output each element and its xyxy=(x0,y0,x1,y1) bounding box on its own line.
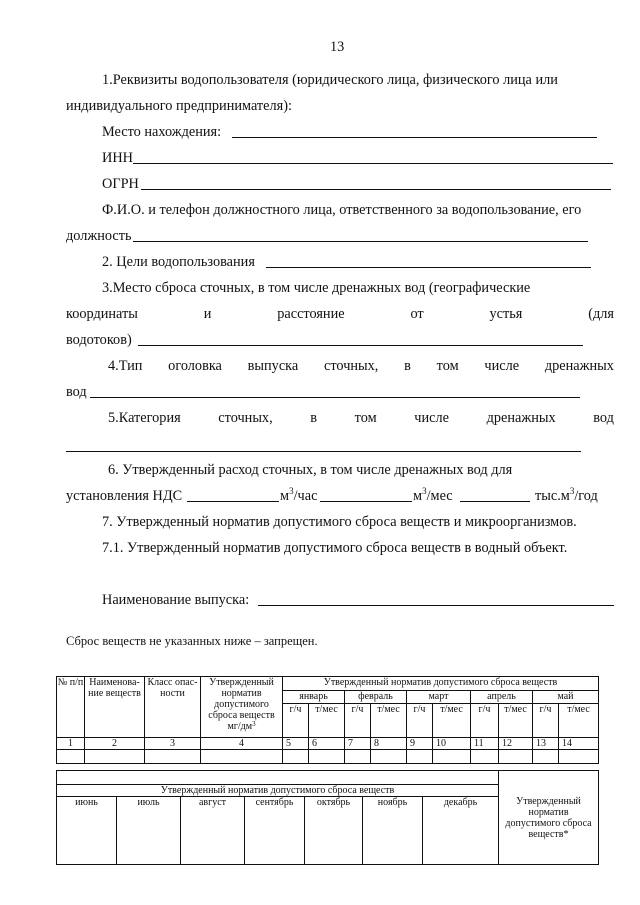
month-header: ноябрь xyxy=(363,797,423,865)
header-hazard-class: Класс опас- ности xyxy=(145,677,201,738)
table-cell[interactable] xyxy=(533,750,559,764)
sub-header-tmes: т/мес xyxy=(559,704,599,738)
month-header: июль xyxy=(117,797,181,865)
word: 4.Тип xyxy=(108,358,143,374)
position-field[interactable] xyxy=(133,241,588,242)
table-cell[interactable] xyxy=(345,750,371,764)
sub-header-gh: г/ч xyxy=(345,704,371,738)
table-cell[interactable] xyxy=(309,750,345,764)
discharge-norms-table-jan-may xyxy=(56,676,599,764)
column-number: 11 xyxy=(471,738,499,750)
unit-sup: 3 xyxy=(422,486,427,496)
unit-sup: 3 xyxy=(289,486,294,496)
header-approved-norm-total: Утвержденный норматив допустимого сброса веществ* xyxy=(499,771,599,865)
section3-line1: 3.Место сброса сточных, в том числе дренажных вод (географические xyxy=(102,280,531,296)
inn-field[interactable] xyxy=(133,163,613,164)
inn-label: ИНН xyxy=(102,150,133,166)
discharge-place-field[interactable] xyxy=(138,345,583,346)
category-field[interactable] xyxy=(66,451,581,452)
word: сточных, xyxy=(218,410,273,426)
outlet-name-field[interactable] xyxy=(258,605,614,606)
column-number: 7 xyxy=(345,738,371,750)
sub-header-tmes: т/мес xyxy=(371,704,407,738)
header-substance-name: Наименова- ние веществ xyxy=(85,677,145,738)
word: дренажных xyxy=(544,358,614,374)
unit-text: м xyxy=(280,488,290,504)
word: сточных, xyxy=(324,358,379,374)
month-header: август xyxy=(181,797,245,865)
word: устья xyxy=(489,306,523,322)
column-number: 13 xyxy=(533,738,559,750)
column-number: 2 xyxy=(85,738,145,750)
contact-line1: Ф.И.О. и телефон должностного лица, ответственного за водопользование, его xyxy=(102,202,582,218)
word: расстояние xyxy=(277,306,345,322)
sub-header-gh: г/ч xyxy=(471,704,499,738)
header-no: № п/п xyxy=(57,677,85,738)
water-use-purpose-label: 2. Цели водопользования xyxy=(102,254,255,270)
yearly-rate-field[interactable] xyxy=(460,501,530,502)
word: том xyxy=(354,410,377,426)
table-cell[interactable] xyxy=(201,750,283,764)
word: и xyxy=(203,306,212,322)
column-number: 3 xyxy=(145,738,201,750)
location-field[interactable] xyxy=(232,137,597,138)
section71-label: 7.1. Утвержденный норматив допустимого сброса веществ в водный объект. xyxy=(102,540,568,556)
table-cell[interactable] xyxy=(471,750,499,764)
sub-header-tmes: т/мес xyxy=(433,704,471,738)
section6-line1: 6. Утвержденный расход сточных, в том числе дренажных вод для xyxy=(108,462,513,478)
column-number: 5 xyxy=(283,738,309,750)
table-cell[interactable] xyxy=(85,750,145,764)
location-label: Место нахождения: xyxy=(102,124,222,140)
word: вод xyxy=(593,410,614,426)
month-header: май xyxy=(533,691,599,704)
unit-thous-m3-year xyxy=(535,487,598,506)
section4-line2: вод xyxy=(66,384,87,400)
unit-text: м xyxy=(413,488,423,504)
header-approved-norm xyxy=(201,677,283,738)
table-cell[interactable] xyxy=(407,750,433,764)
table-cell[interactable] xyxy=(433,750,471,764)
column-number: 6 xyxy=(309,738,345,750)
month-header: июнь xyxy=(57,797,117,865)
unit-text: /год xyxy=(574,488,598,504)
section3-line3: водотоков) xyxy=(66,332,132,348)
word: дренажных xyxy=(486,410,556,426)
month-header: декабрь xyxy=(423,797,499,865)
month-header: октябрь xyxy=(305,797,363,865)
unit-sup: 3 xyxy=(569,486,575,496)
table2-top-empty xyxy=(57,771,499,785)
page-number: 13 xyxy=(330,39,345,55)
month-header: январь xyxy=(283,691,345,704)
unit-text: тыс.м xyxy=(535,488,570,504)
section1-line1: 1.Реквизиты водопользователя (юридического лица, физического лица или xyxy=(102,72,558,88)
column-number: 8 xyxy=(371,738,407,750)
sub-header-gh: г/ч xyxy=(533,704,559,738)
column-number: 9 xyxy=(407,738,433,750)
header-text: Утвержденный норматив допустимого сброса веществ мг/дм xyxy=(208,677,275,732)
sub-header-tmes: т/мес xyxy=(499,704,533,738)
column-number: 1 xyxy=(57,738,85,750)
word: от xyxy=(410,306,424,322)
section6-line2-prefix: установления НДС xyxy=(66,488,183,504)
section3-line2 xyxy=(66,305,614,323)
column-number: 12 xyxy=(499,738,533,750)
word: координаты xyxy=(66,306,138,322)
section4-line1 xyxy=(108,357,614,375)
table2-group-header: Утвержденный норматив допустимого сброса веществ xyxy=(57,785,499,797)
water-use-purpose-field[interactable] xyxy=(266,267,591,268)
hourly-rate-field[interactable] xyxy=(187,501,279,502)
sub-header-tmes: т/мес xyxy=(309,704,345,738)
unit-m3-hour xyxy=(280,487,317,506)
unit-text: /мес xyxy=(426,488,453,504)
column-number: 14 xyxy=(559,738,599,750)
table-cell[interactable] xyxy=(559,750,599,764)
unit-text: /час xyxy=(293,488,318,504)
table-cell[interactable] xyxy=(371,750,407,764)
word: (для xyxy=(588,306,614,322)
header-sup: 3 xyxy=(252,720,256,728)
word: числе xyxy=(484,358,520,374)
sub-header-gh: г/ч xyxy=(407,704,433,738)
table-cell[interactable] xyxy=(57,750,85,764)
ogrn-label: ОГРН xyxy=(102,176,139,192)
section5-line1 xyxy=(108,409,614,427)
word: числе xyxy=(414,410,449,426)
outlet-type-field[interactable] xyxy=(90,397,580,398)
monthly-rate-field[interactable] xyxy=(320,501,412,502)
column-number: 10 xyxy=(433,738,471,750)
month-header: апрель xyxy=(471,691,533,704)
contact-line2: должность xyxy=(66,228,132,244)
table-cell[interactable] xyxy=(283,750,309,764)
word: 5.Категория xyxy=(108,410,181,426)
word: выпуска xyxy=(247,358,299,374)
month-header: сентябрь xyxy=(245,797,305,865)
month-header: февраль xyxy=(345,691,407,704)
header-group: Утвержденный норматив допустимого сброса веществ xyxy=(283,677,599,691)
word: в xyxy=(310,410,318,426)
outlet-label: Наименование выпуска: xyxy=(102,592,250,608)
section7-label: 7. Утвержденный норматив допустимого сброса веществ и микроорганизмов. xyxy=(102,514,577,530)
month-header: март xyxy=(407,691,471,704)
column-number: 4 xyxy=(201,738,283,750)
sub-header-gh: г/ч xyxy=(283,704,309,738)
word: том xyxy=(436,358,459,374)
table-cell[interactable] xyxy=(145,750,201,764)
discharge-norms-table-jun-dec xyxy=(56,770,599,865)
ogrn-field[interactable] xyxy=(141,189,611,190)
word: в xyxy=(404,358,411,374)
word: оголовка xyxy=(168,358,222,374)
table-cell[interactable] xyxy=(499,750,533,764)
section1-line2: индивидуального предпринимателя): xyxy=(66,98,292,114)
unit-m3-month xyxy=(413,487,453,506)
prohibition-note: Сброс веществ не указанных ниже – запрещен. xyxy=(66,634,318,648)
